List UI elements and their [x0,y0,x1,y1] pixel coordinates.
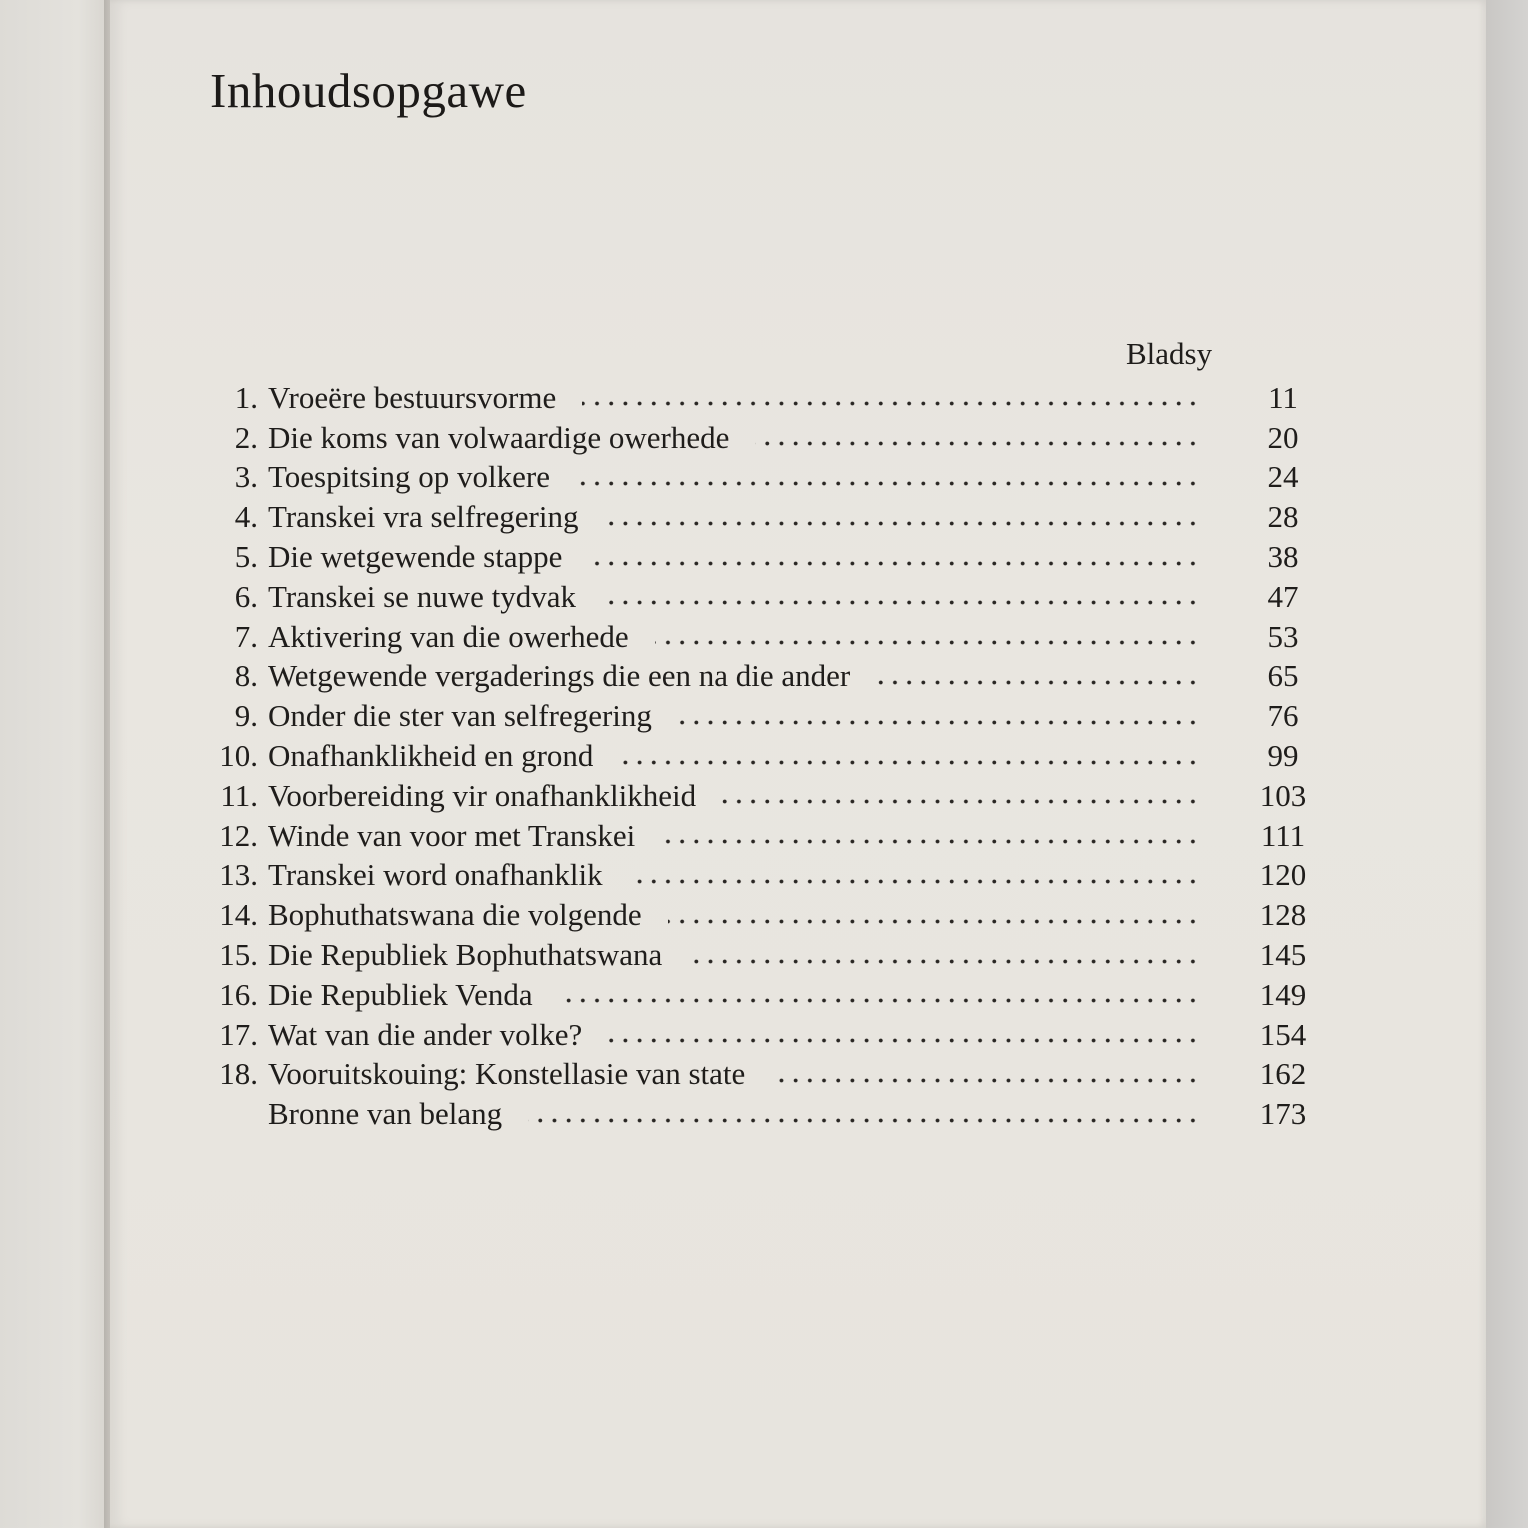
toc-entry-page-number: 65 [1267,658,1299,694]
toc-entry-page-number: 11 [1268,379,1298,415]
toc-entry-title: Transkei word onafhanklik [268,857,603,893]
toc-entry-line [200,539,1200,575]
toc-entry-page-number: 38 [1267,539,1299,575]
toc-entry-title: Transkei vra selfregering [268,499,579,535]
toc-entry-page-number: 53 [1267,618,1299,654]
toc-entry-number: 4. [234,499,258,535]
toc-entry-page-number: 47 [1267,578,1299,614]
toc-entry-line [200,459,1200,495]
toc-entry [200,736,1299,776]
dot-leader [688,946,1200,977]
toc-entry [200,1094,1307,1134]
toc-entry-page-number: 120 [1259,857,1307,893]
dot-leader [588,548,1200,579]
toc-entry-title: Aktivering van die owerhede [268,618,629,654]
toc-entry-line [200,818,1200,854]
toc-entry-number: 6. [234,578,258,614]
toc-entry-number: 13. [219,857,258,893]
toc-entry-title: Vroeëre bestuursvorme [268,379,557,415]
toc-entry-title: Voorbereiding vir onafhanklikheid [268,777,697,813]
toc-entry-line [200,698,1200,734]
background-surface [1486,0,1528,1528]
dot-leader [876,667,1200,698]
toc-entry-line [200,977,1200,1013]
toc-entry-title: Onder die ster van selfregering [268,698,652,734]
toc-entry-page-number: 28 [1267,499,1299,535]
dot-leader [771,1065,1200,1096]
dot-leader [722,786,1200,817]
toc-entry-title: Bronne van belang [268,1096,503,1132]
dot-leader [559,985,1200,1016]
dot-leader [604,508,1200,539]
dot-leader [619,747,1200,778]
toc-entry-page-number: 145 [1259,937,1307,973]
toc-entry-page-number: 99 [1267,738,1299,774]
toc-entry [200,1015,1307,1055]
toc-entry-number: 8. [234,658,258,694]
toc-entry-line [200,1056,1200,1092]
toc-entry-line [200,619,1200,655]
toc-entry-number: 17. [219,1016,258,1052]
toc-entry [200,418,1299,458]
toc-entry [200,856,1307,896]
dot-leader [678,707,1200,738]
toc-entry-line [200,738,1200,774]
toc-entry-title: Die wetgewende stappe [268,539,563,575]
toc-entry-number: 2. [234,419,258,455]
toc-entry-line [200,778,1200,814]
toc-entry-line [200,579,1200,615]
dot-leader [655,627,1200,658]
toc-entry [200,776,1307,816]
toc-entry-number: 18. [219,1056,258,1092]
toc-entry [200,497,1299,537]
page-title: Inhoudsopgawe [210,63,527,118]
toc-entry-number: 14. [219,897,258,933]
toc-entry [200,1055,1307,1095]
toc-entry-page-number: 173 [1259,1096,1307,1132]
dot-leader [661,826,1200,857]
toc-entry-number: 10. [219,738,258,774]
toc-entry-line [200,1017,1200,1053]
table-of-contents [200,378,1307,1134]
toc-entry-line [200,937,1200,973]
toc-entry-number: 9. [234,698,258,734]
toc-entry [200,895,1307,935]
toc-entry [200,617,1299,657]
toc-entry [200,657,1299,697]
dot-leader [528,1105,1200,1136]
dot-leader [602,587,1200,618]
toc-entry-title: Wetgewende vergaderings die een na die ander [268,658,851,694]
toc-entry-number: 3. [234,459,258,495]
toc-entry [200,537,1299,577]
book-page [110,0,1486,1528]
toc-entry-title: Die Republiek Bophuthatswana [268,937,663,973]
toc-entry [200,935,1307,975]
toc-entry-page-number: 111 [1260,817,1306,853]
toc-entry-title: Toespitsing op volkere [268,459,550,495]
toc-entry-title: Die Republiek Venda [268,976,533,1012]
toc-entry-line [200,1096,1200,1132]
toc-entry-title: Die koms van volwaardige owerhede [268,419,730,455]
toc-entry-page-number: 20 [1267,419,1299,455]
left-page-edge [0,0,112,1528]
toc-entry-line [200,499,1200,535]
toc-entry-number: 12. [219,817,258,853]
toc-entry-page-number: 154 [1259,1016,1307,1052]
toc-entry-line [200,420,1200,456]
page-column-header: Bladsy [1126,336,1213,371]
dot-leader [582,388,1200,419]
toc-entry-title: Onafhanklikheid en grond [268,738,594,774]
dot-leader [629,866,1200,897]
dot-leader [755,428,1200,459]
toc-entry [200,458,1299,498]
dot-leader [668,906,1200,937]
toc-entry-title: Transkei se nuwe tydvak [268,578,576,614]
dot-leader [608,1025,1200,1056]
toc-entry-title: Bophuthatswana die volgende [268,897,642,933]
toc-entry-title: Winde van voor met Transkei [268,817,636,853]
toc-entry [200,577,1299,617]
toc-entry-number: 7. [234,618,258,654]
toc-entry [200,696,1299,736]
toc-entry-number: 15. [219,937,258,973]
dot-leader [576,468,1200,499]
toc-entry-line [200,857,1200,893]
toc-entry-line [200,380,1200,416]
toc-entry-page-number: 76 [1267,698,1299,734]
toc-entry-page-number: 162 [1259,1056,1307,1092]
toc-entry-page-number: 24 [1267,459,1299,495]
toc-entry-number: 11. [220,777,258,813]
toc-entry-line [200,897,1200,933]
toc-entry-page-number: 149 [1259,976,1307,1012]
toc-entry [200,816,1306,856]
toc-entry [200,975,1307,1015]
toc-entry-page-number: 103 [1259,777,1307,813]
toc-entry-number: 16. [219,976,258,1012]
toc-entry-title: Wat van die ander volke? [268,1016,583,1052]
toc-entry [200,378,1298,418]
toc-entry-title: Vooruitskouing: Konstellasie van state [268,1056,746,1092]
toc-entry-number: 5. [234,539,258,575]
toc-entry-line [200,658,1200,694]
toc-entry-number: 1. [234,379,258,415]
toc-entry-page-number: 128 [1259,897,1307,933]
